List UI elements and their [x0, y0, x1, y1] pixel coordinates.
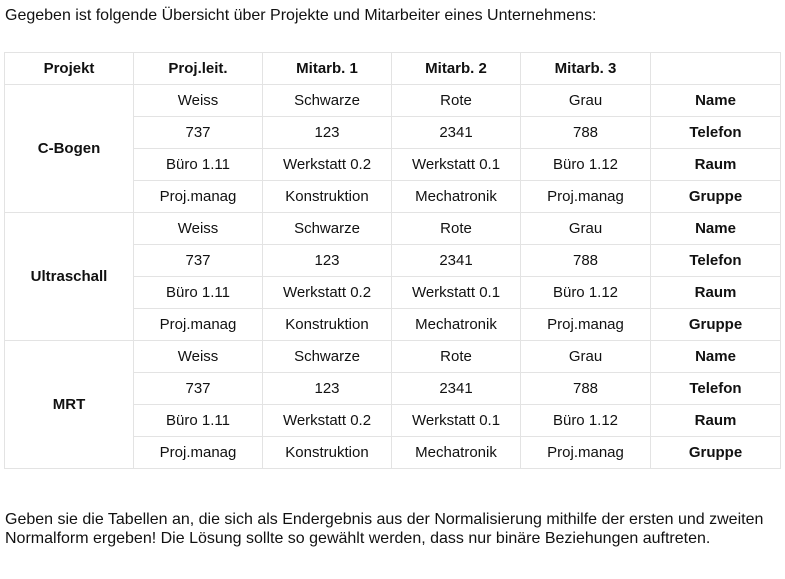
table-cell: 788	[521, 117, 651, 149]
table-cell: Grau	[521, 85, 651, 117]
row-label: Raum	[651, 149, 781, 181]
row-label: Name	[651, 341, 781, 373]
table-cell: Mechatronik	[392, 309, 521, 341]
table-cell: Schwarze	[263, 85, 392, 117]
table-cell: 737	[134, 245, 263, 277]
header-attribute	[651, 53, 781, 85]
header-projekt: Projekt	[5, 53, 134, 85]
table-cell: Schwarze	[263, 341, 392, 373]
row-label: Name	[651, 85, 781, 117]
project-name: C-Bogen	[5, 85, 134, 213]
table-cell: Büro 1.12	[521, 405, 651, 437]
header-mitarbeiter-1: Mitarb. 1	[263, 53, 392, 85]
table-cell: Rote	[392, 341, 521, 373]
table-cell: Werkstatt 0.2	[263, 277, 392, 309]
intro-text: Gegeben ist folgende Übersicht über Projekte und Mitarbeiter eines Unternehmens:	[5, 7, 597, 24]
table-cell: Proj.manag	[134, 181, 263, 213]
table-cell: Proj.manag	[134, 309, 263, 341]
row-label: Telefon	[651, 373, 781, 405]
row-label: Gruppe	[651, 181, 781, 213]
row-label: Telefon	[651, 245, 781, 277]
row-label: Raum	[651, 277, 781, 309]
header-mitarbeiter-3: Mitarb. 3	[521, 53, 651, 85]
table-cell: Büro 1.11	[134, 277, 263, 309]
table-cell: Werkstatt 0.1	[392, 149, 521, 181]
table-cell: 2341	[392, 373, 521, 405]
table-cell: Weiss	[134, 85, 263, 117]
project-table	[4, 52, 781, 469]
project-name: MRT	[5, 341, 134, 469]
table-cell: 737	[134, 373, 263, 405]
table-cell: Weiss	[134, 213, 263, 245]
table-cell: Mechatronik	[392, 181, 521, 213]
table-cell: Konstruktion	[263, 309, 392, 341]
table-cell: Rote	[392, 213, 521, 245]
table-cell: 788	[521, 245, 651, 277]
table-cell: Grau	[521, 341, 651, 373]
row-label: Gruppe	[651, 309, 781, 341]
table-cell: Büro 1.11	[134, 405, 263, 437]
table-cell: 123	[263, 117, 392, 149]
table-cell: Büro 1.11	[134, 149, 263, 181]
table-cell: 123	[263, 373, 392, 405]
table-cell: 123	[263, 245, 392, 277]
table-cell: Proj.manag	[134, 437, 263, 469]
table-cell: Weiss	[134, 341, 263, 373]
table-cell: Mechatronik	[392, 437, 521, 469]
table-cell: Werkstatt 0.1	[392, 277, 521, 309]
table-cell: Proj.manag	[521, 181, 651, 213]
row-label: Telefon	[651, 117, 781, 149]
table-cell: Rote	[392, 85, 521, 117]
header-mitarbeiter-2: Mitarb. 2	[392, 53, 521, 85]
table-cell: 2341	[392, 117, 521, 149]
table-cell: Konstruktion	[263, 437, 392, 469]
table-cell: Werkstatt 0.2	[263, 149, 392, 181]
table-row	[5, 341, 781, 373]
project-name: Ultraschall	[5, 213, 134, 341]
table-cell: Konstruktion	[263, 181, 392, 213]
table-cell: Proj.manag	[521, 437, 651, 469]
table-cell: Büro 1.12	[521, 149, 651, 181]
table-row	[5, 213, 781, 245]
task-text: Geben sie die Tabellen an, die sich als Endergebnis aus der Normalisierung mithilfe der ersten und zweiten Normalform ergeben! Die Lösung sollte so gewählt werden, dass nur binäre Beziehungen auftreten.	[5, 511, 764, 547]
header-projektleiter: Proj.leit.	[134, 53, 263, 85]
table-cell: Proj.manag	[521, 309, 651, 341]
table-cell: Werkstatt 0.1	[392, 405, 521, 437]
table-cell: 2341	[392, 245, 521, 277]
table-cell: Grau	[521, 213, 651, 245]
table-cell: Schwarze	[263, 213, 392, 245]
table-row	[5, 85, 781, 117]
header-row	[5, 53, 781, 85]
row-label: Raum	[651, 405, 781, 437]
table-cell: Werkstatt 0.2	[263, 405, 392, 437]
row-label: Gruppe	[651, 437, 781, 469]
table-cell: 737	[134, 117, 263, 149]
row-label: Name	[651, 213, 781, 245]
table-cell: 788	[521, 373, 651, 405]
table-cell: Büro 1.12	[521, 277, 651, 309]
